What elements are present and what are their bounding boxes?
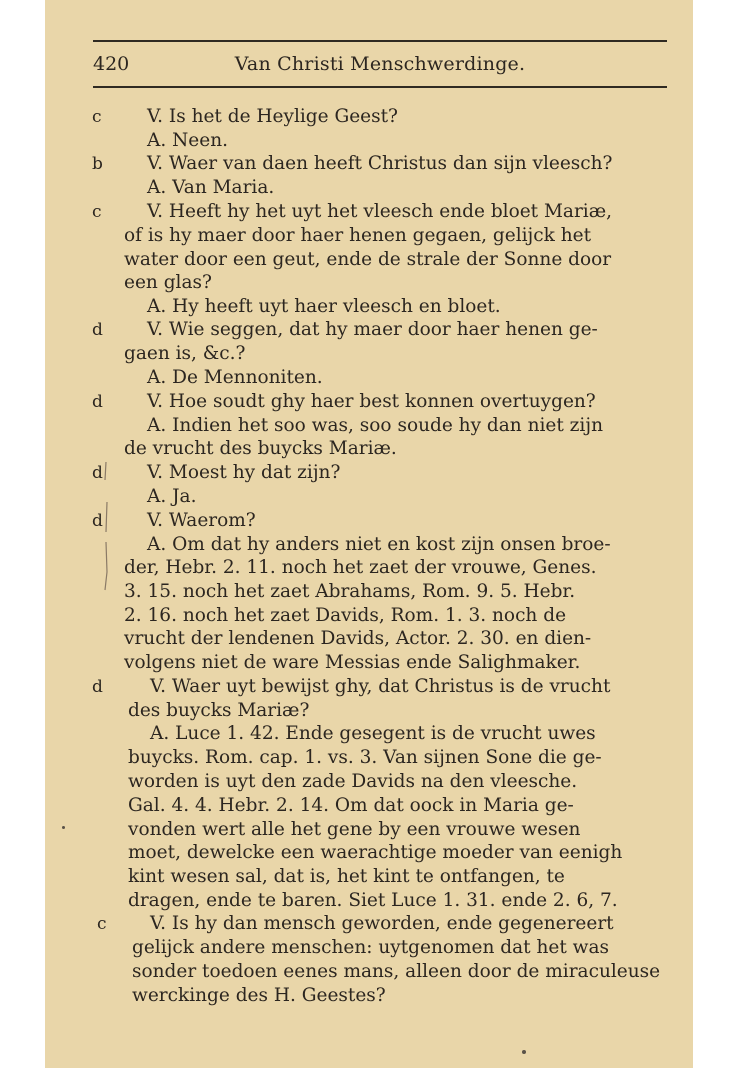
text-line: vrucht der lendenen Davids, Actor. 2. 30. en dien- <box>124 628 592 649</box>
margin-letter: d <box>92 677 103 697</box>
text-line: V. Is hy dan mensch geworden, ende gegenereert <box>150 913 614 934</box>
text-line: gelijck andere menschen: uytgenomen dat het was <box>132 937 610 958</box>
text-line: buycks. Rom. cap. 1. vs. 3. Van sijnen Sone die ge- <box>128 747 602 768</box>
text-line: V. Moest hy dat zijn? <box>147 462 341 483</box>
text-line: of is hy maer door haer henen gegaen, gelijck het <box>124 225 592 246</box>
text-line: Gal. 4. 4. Hebr. 2. 14. Om dat oock in Maria ge- <box>128 795 574 816</box>
text-line: moet, dewelcke een waerachtige moeder van eenigh <box>128 842 623 863</box>
running-title: Van Christi Menschwerdinge. <box>234 53 526 75</box>
margin-letter: d <box>92 392 103 412</box>
text-line: V. Hoe soudt ghy haer best konnen overtuygen? <box>147 391 596 412</box>
margin-letter: b <box>92 154 103 174</box>
book-page <box>45 0 693 1068</box>
text-line: V. Waerom? <box>147 510 256 531</box>
text-line: 3. 15. noch het zaet Abrahams, Rom. 9. 5. Hebr. <box>124 581 576 602</box>
text-line: A. De Mennoniten. <box>147 367 323 388</box>
margin-letter: c <box>92 107 102 127</box>
paper-speck <box>62 826 65 829</box>
text-line: 2. 16. noch het zaet Davids, Rom. 1. 3. noch de <box>124 605 567 626</box>
text-line: sonder toedoen eenes mans, alleen door de miraculeuse <box>132 961 661 982</box>
text-line: de vrucht des buycks Mariæ. <box>124 438 397 459</box>
text-line: kint wesen sal, dat is, het kint te ontfangen, te <box>128 866 565 887</box>
margin-letter: d <box>92 320 103 340</box>
text-line: der, Hebr. 2. 11. noch het zaet der vrouwe, Genes. <box>124 557 597 578</box>
text-line: werckinge des H. Geestes? <box>132 985 386 1006</box>
paper-speck <box>522 1050 526 1054</box>
text-line: worden is uyt den zade Davids na den vleesche. <box>128 771 578 792</box>
margin-letter: c <box>97 914 107 934</box>
text-line: V. Is het de Heylige Geest? <box>147 106 398 127</box>
text-line: vonden wert alle het gene by een vrouwe wesen <box>128 819 581 840</box>
text-line: gaen is, &c.? <box>124 343 246 364</box>
text-line: des buycks Mariæ? <box>128 700 310 721</box>
text-line: A. Luce 1. 42. Ende gesegent is de vrucht uwes <box>150 723 596 744</box>
page-number: 420 <box>93 53 130 75</box>
header-rule-top <box>93 40 667 42</box>
text-line: V. Waer van daen heeft Christus dan sijn vleesch? <box>147 153 613 174</box>
text-line: V. Wie seggen, dat hy maer door haer henen ge- <box>147 319 598 340</box>
text-line: V. Heeft hy het uyt het vleesch ende bloet Mariæ, <box>147 201 612 222</box>
margin-letter: c <box>92 202 102 222</box>
margin-letter: d <box>92 511 103 531</box>
text-line: A. Ja. <box>147 486 197 507</box>
header-rule-bottom <box>93 86 667 88</box>
text-line: V. Waer uyt bewijst ghy, dat Christus is de vrucht <box>150 676 611 697</box>
margin-letter: d <box>92 463 103 483</box>
text-line: A. Neen. <box>147 130 229 151</box>
pencil-mark <box>103 462 109 592</box>
text-line: A. Van Maria. <box>147 177 275 198</box>
text-line: A. Om dat hy anders niet en kost zijn onsen broe- <box>147 534 611 555</box>
text-line: A. Indien het soo was, soo soude hy dan niet zijn <box>147 415 603 436</box>
text-line: volgens niet de ware Messias ende Salighmaker. <box>124 652 581 673</box>
text-line: een glas? <box>124 272 212 293</box>
text-line: dragen, ende te baren. Siet Luce 1. 31. ende 2. 6, 7. <box>128 890 618 911</box>
text-line: A. Hy heeft uyt haer vleesch en bloet. <box>147 296 501 317</box>
text-line: water door een geut, ende de strale der Sonne door <box>124 249 612 270</box>
